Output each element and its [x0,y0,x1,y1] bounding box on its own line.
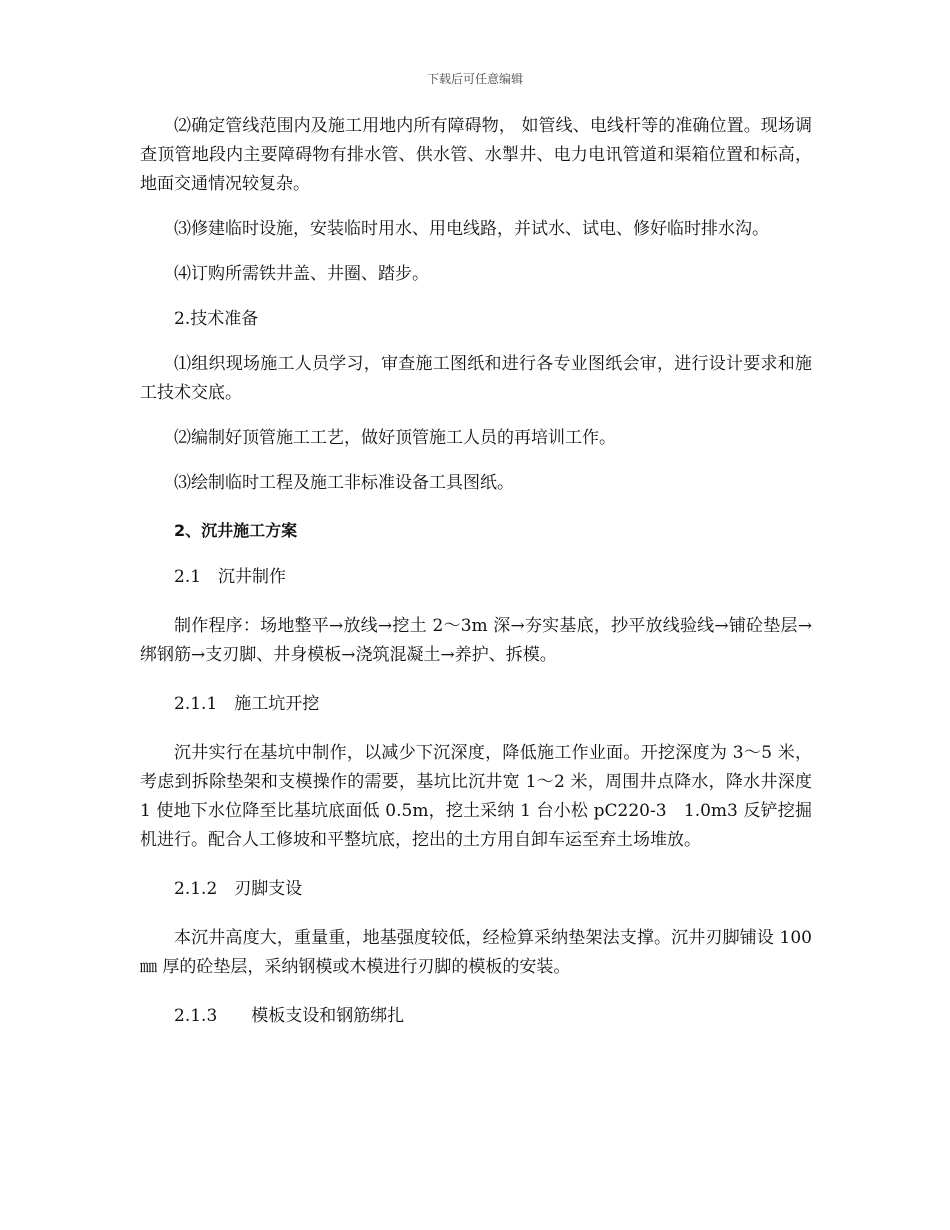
section-2-1-1: 2.1.1 施工坑开挖 [174,694,320,714]
section-2-1-2: 2.1.2 刃脚支设 [174,879,303,899]
section-2-1: 2.1 沉井制作 [174,567,287,587]
paragraph-organize-study: ⑴组织现场施工人员学习，审查施工图纸和进行各专业图纸会审，进行设计要求和施工技术交底。 [140,354,812,403]
section-caisson-plan: 2、沉井施工方案 [174,521,298,540]
paragraph-drawings: ⑶绘制临时工程及施工非标准设备工具图纸。 [174,473,514,493]
paragraph-production-procedure: 制作程序：场地整平→放线→挖土 2～3m 深→夯实基底，抄平放线验线→铺砼垫层→绑钢筋→支刃脚、井身模板→浇筑混凝土→养护、拆模。 [140,616,812,665]
paragraph-purchase: ⑷订购所需铁井盖、井圈、踏步。 [174,264,429,284]
section-2-1-3: 2.1.3 模板支设和钢筋绑扎 [174,1006,405,1026]
section-technical-preparation: 2.技术准备 [174,309,259,329]
paragraph-obstacles: ⑵确定管线范围内及施工用地内所有障碍物， 如管线、电线杆等的准确位置。现场调查顶管地段内主要障碍物有排水管、供水管、水掣井、电力电讯管道和渠箱位置和标高，地面交通情况较复杂。 [140,116,812,194]
paragraph-temp-facilities: ⑶修建临时设施，安装临时用水、用电线路，并试水、试电、修好临时排水沟。 [174,219,769,239]
paragraph-process-training: ⑵编制好顶管施工工艺，做好顶管施工人员的再培训工作。 [174,428,616,448]
paragraph-excavation: 沉井实行在基坑中制作，以减少下沉深度，降低施工作业面。开挖深度为 3～5 米，考虑到拆除垫架和支模操作的需要，基坑比沉井宽 1～2 米，周围井点降水，降水井深度 1 使地下水位降至比基坑底面低 0.5m，挖土采纳 1 台小松 pC220-3 1.0m3 反铲挖掘机进行。配合人工修坡和平整坑底，挖出的土方用自卸车运至弃土场堆放。 [140,743,812,850]
paragraph-cutting-edge: 本沉井高度大，重量重，地基强度较低，经检算采纳垫架法支撑。沉井刃脚铺设 100㎜ 厚的砼垫层，采纳钢模或木模进行刃脚的模板的安装。 [140,928,812,977]
document-body [140,112,812,1031]
page-header: 下载后可任意编辑 [426,72,523,86]
